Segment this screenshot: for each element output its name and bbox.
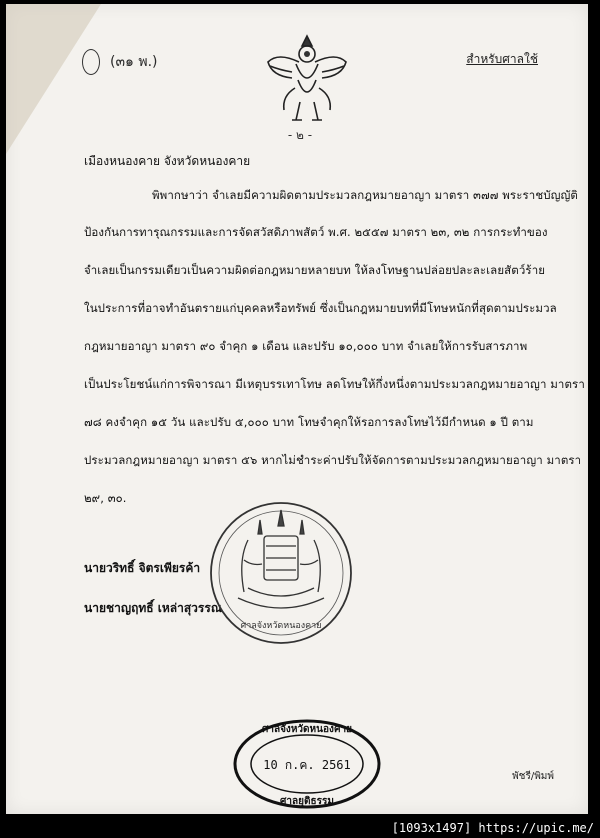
court-seal-icon <box>208 500 354 646</box>
stamp-ministry: ศาลยุติธรรม <box>280 796 334 807</box>
judgment-line: ๒๙, ๓๐. <box>84 491 127 505</box>
form-code-text: (๓๑ พ.) <box>110 54 158 70</box>
address-line: เมืองหนองคาย จังหวัดหนองคาย <box>84 154 251 168</box>
form-code <box>82 49 158 75</box>
seal-text: ศาลจังหวัดหนองคาย <box>240 621 322 631</box>
signer-name: นายวริทธิ์ จิตรเพียรค้า <box>84 561 201 575</box>
form-circle-mark <box>82 49 100 75</box>
judgment-line: พิพากษาว่า จำเลยมีความผิดตามประมวลกฎหมายอาญา มาตรา ๓๗๗ พระราชบัญญัติ <box>152 188 578 202</box>
received-date-stamp <box>232 718 382 810</box>
garuda-emblem-icon <box>262 32 352 126</box>
stamp-court-name: ศาลจังหวัดหนองคาย <box>261 724 353 735</box>
judgment-line: จำเลยเป็นกรรมเดียวเป็นความผิดต่อกฎหมายหลายบท ให้ลงโทษฐานปล่อยปละละเลยสัตว์ร้าย <box>84 263 546 277</box>
judgment-line: ในประการที่อาจทำอันตรายแก่บุคคลหรือทรัพย์ ซึ่งเป็นกฎหมายบทที่มีโทษหนักที่สุดตามประมวล <box>84 301 557 315</box>
judgment-line: กฎหมายอาญา มาตรา ๙๐ จำคุก ๑ เดือน และปรับ ๑๐,๐๐๐ บาท จำเลยให้การรับสารภาพ <box>84 339 528 353</box>
source-watermark: [1093x1497] https://upic.me/ <box>386 818 600 838</box>
page-number: - ๒ - <box>287 128 313 142</box>
judgment-line: ๗๘ คงจำคุก ๑๕ วัน และปรับ ๕,๐๐๐ บาท โทษจำคุกให้รอการลงโทษไว้มีกำหนด ๑ ปี ตาม <box>84 415 534 429</box>
judgment-line: ประมวลกฎหมายอาญา มาตรา ๕๖ หากไม่ชำระค่าปรับให้จัดการตามประมวลกฎหมายอาญา มาตรา <box>84 453 582 467</box>
judgment-line: ป้องกันการทารุณกรรมและการจัดสวัสดิภาพสัตว์ พ.ศ. ๒๕๕๗ มาตรา ๒๓, ๓๒ การกระทำของ <box>84 225 548 239</box>
judgment-line: เป็นประโยชน์แก่การพิจารณา มีเหตุบรรเทาโทษ ลดโทษให้กึ่งหนึ่งตามประมวลกฎหมายอาญา มาตรา <box>84 377 585 391</box>
typist-note: พัชรี/พิมพ์ <box>512 771 554 782</box>
stamp-date: 10 ก.ค. 2561 <box>263 758 351 772</box>
court-use-label: สำหรับศาลใช้ <box>466 52 538 66</box>
signer-name: นายชาญฤทธิ์ เหล่าสุวรรณ <box>84 601 222 615</box>
